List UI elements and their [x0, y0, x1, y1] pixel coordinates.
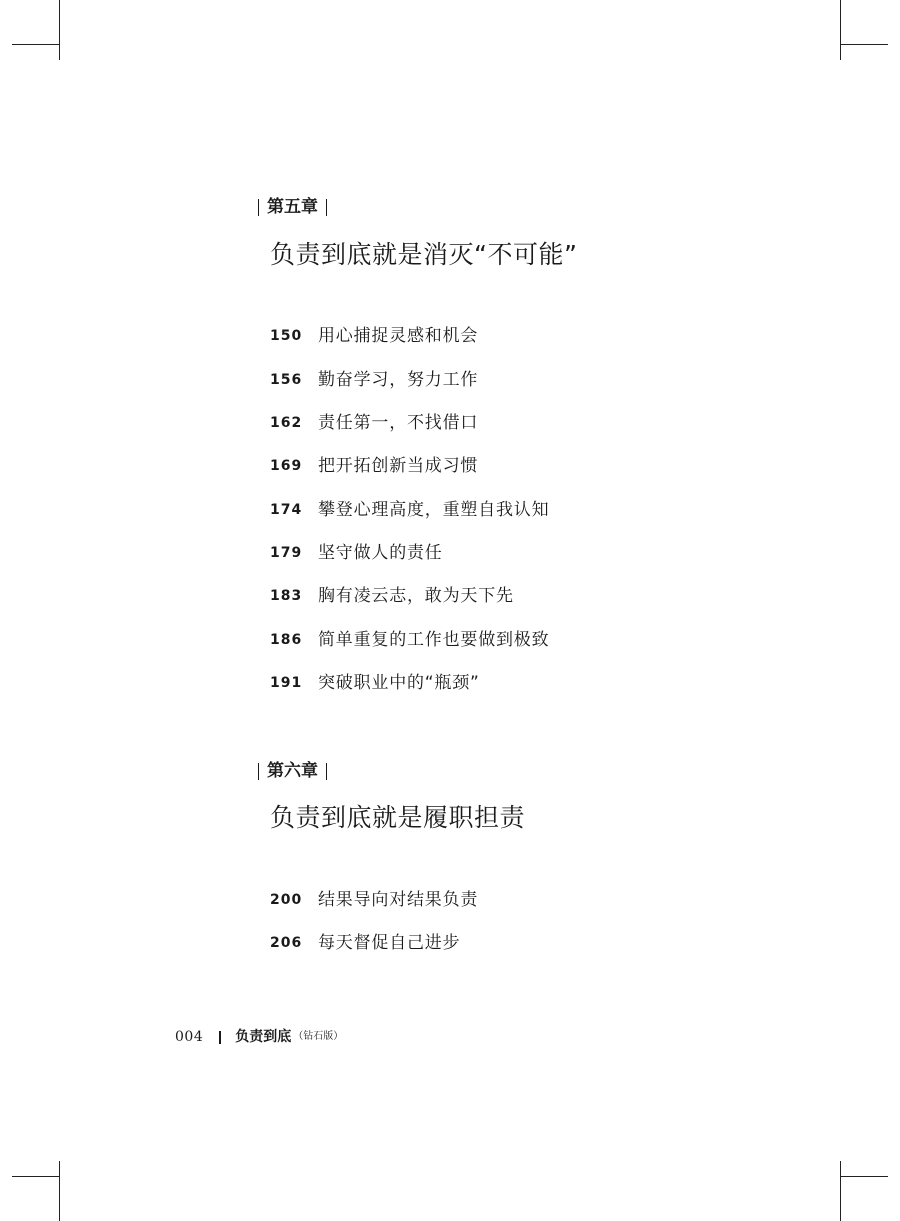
chapter-label — [258, 197, 327, 217]
crop-mark — [12, 1176, 60, 1177]
toc-entry[interactable] — [270, 672, 480, 694]
crop-mark — [59, 0, 60, 60]
toc-entry[interactable] — [270, 889, 478, 911]
toc-entry-title: 简单重复的工作也要做到极致 — [318, 630, 550, 650]
toc-entry-title: 结果导向对结果负责 — [318, 890, 479, 910]
toc-entry-title: 把开拓创新当成习惯 — [318, 456, 479, 476]
crop-mark — [59, 1161, 60, 1221]
chapter-label — [258, 761, 327, 781]
toc-page-number: 200 — [270, 892, 303, 908]
toc-page-number: 169 — [270, 458, 303, 474]
toc-page-number: 186 — [270, 632, 303, 648]
toc-page-number: 156 — [270, 372, 303, 388]
crop-mark — [12, 44, 60, 45]
toc-page-number: 174 — [270, 502, 303, 518]
toc-entry[interactable] — [270, 369, 478, 391]
toc-entry-title: 突破职业中的“瓶颈” — [318, 673, 480, 693]
footer-page-number: 004 — [175, 1029, 204, 1045]
toc-entry[interactable] — [270, 932, 460, 954]
crop-mark — [840, 44, 888, 45]
toc-entry[interactable] — [270, 325, 478, 347]
toc-entry-title: 勤奋学习，努力工作 — [318, 370, 479, 390]
toc-page-number: 206 — [270, 935, 303, 951]
chapter-number: 第六章 — [267, 761, 318, 781]
toc-entry[interactable] — [270, 585, 514, 607]
toc-entry[interactable] — [270, 629, 549, 651]
footer-book-title: 负责到底 — [235, 1029, 292, 1045]
toc-page-number: 179 — [270, 545, 303, 561]
toc-entry-title: 每天督促自己进步 — [318, 933, 461, 953]
chapter-number: 第五章 — [267, 197, 318, 217]
toc-entry[interactable] — [270, 412, 478, 434]
toc-page-number: 150 — [270, 328, 303, 344]
toc-entry-title: 用心捕捉灵感和机会 — [318, 326, 479, 346]
toc-page-number: 162 — [270, 415, 303, 431]
toc-page-number: 191 — [270, 675, 303, 691]
chapter-title: 负责到底就是履职担责 — [270, 803, 526, 832]
toc-entry[interactable] — [270, 455, 478, 477]
toc-page-number: 183 — [270, 588, 303, 604]
toc-entry-title: 胸有凌云志，敢为天下先 — [318, 586, 514, 606]
chapter-title: 负责到底就是消灭“不可能” — [270, 240, 578, 269]
toc-entry-title: 责任第一，不找借口 — [318, 413, 479, 433]
crop-mark — [840, 1161, 841, 1221]
crop-mark — [840, 1176, 888, 1177]
toc-entry-title: 攀登心理高度，重塑自我认知 — [318, 500, 550, 520]
page-footer — [175, 1028, 343, 1046]
footer-divider — [219, 1031, 221, 1044]
toc-entry[interactable] — [270, 542, 443, 564]
toc-entry[interactable] — [270, 499, 549, 521]
toc-entry-title: 坚守做人的责任 — [318, 543, 443, 563]
footer-edition: （钻石版） — [293, 1031, 344, 1042]
crop-mark — [840, 0, 841, 60]
